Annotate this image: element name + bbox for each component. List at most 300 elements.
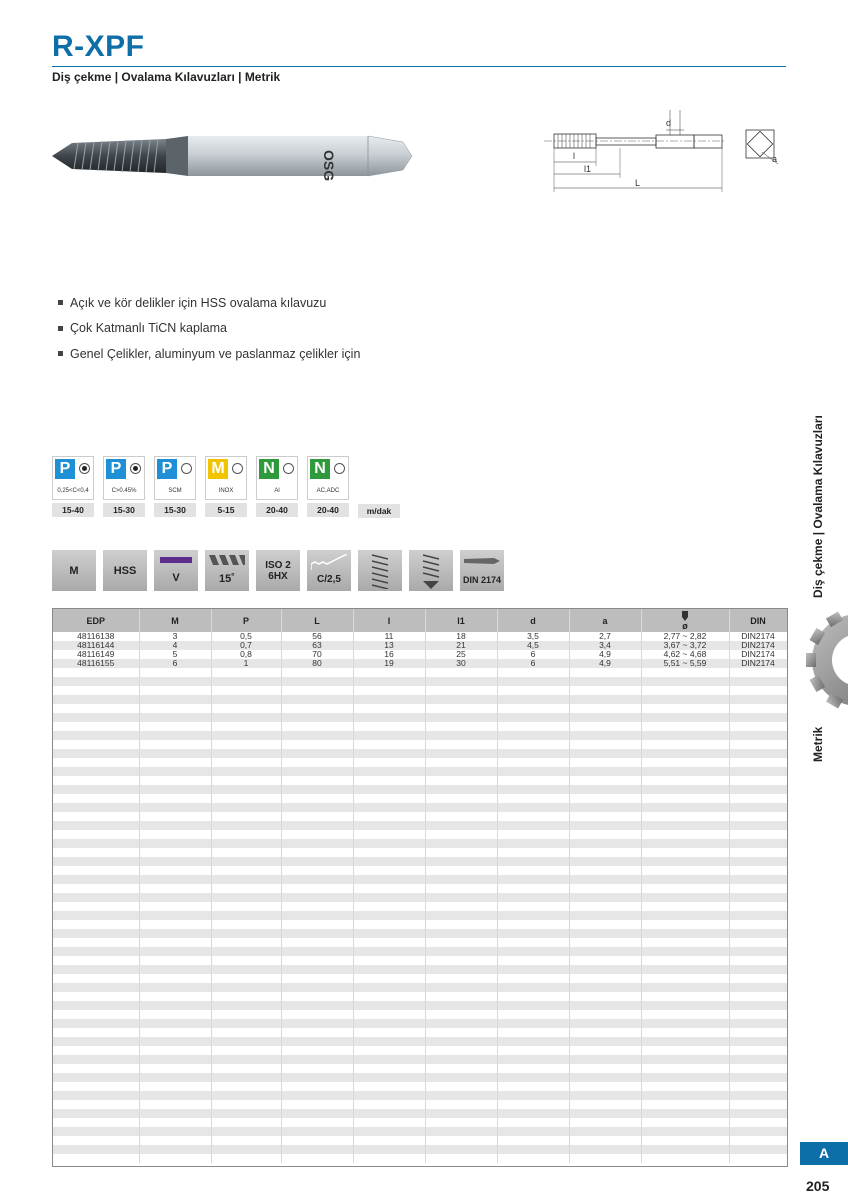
page-subtitle: Diş çekme | Ovalama Kılavuzları | Metrik	[52, 70, 281, 84]
table-cell	[353, 929, 425, 938]
table-cell	[53, 911, 139, 920]
table-cell	[139, 911, 211, 920]
table-cell	[497, 785, 569, 794]
table-cell	[53, 1154, 139, 1163]
table-cell	[353, 911, 425, 920]
table-cell	[281, 911, 353, 920]
col-header-L: L	[281, 609, 353, 632]
table-cell	[729, 740, 787, 749]
table-cell	[53, 677, 139, 686]
table-cell	[353, 1055, 425, 1064]
table-cell	[641, 695, 729, 704]
table-cell	[211, 848, 281, 857]
table-cell: 19	[353, 659, 425, 668]
table-cell	[497, 1001, 569, 1010]
table-row	[53, 884, 787, 893]
table-cell	[281, 920, 353, 929]
table-cell	[569, 974, 641, 983]
table-cell: 63	[281, 641, 353, 650]
table-cell	[569, 695, 641, 704]
table-cell	[53, 1127, 139, 1136]
table-cell	[425, 884, 497, 893]
table-cell	[425, 920, 497, 929]
table-cell	[53, 902, 139, 911]
material-box	[307, 456, 349, 500]
table-cell	[53, 1028, 139, 1037]
table-cell	[569, 1091, 641, 1100]
table-cell	[497, 965, 569, 974]
table-cell	[281, 803, 353, 812]
table-cell	[211, 1010, 281, 1019]
table-cell	[641, 794, 729, 803]
table-cell	[729, 1145, 787, 1154]
table-cell	[497, 830, 569, 839]
table-cell	[641, 704, 729, 713]
table-cell	[497, 902, 569, 911]
table-cell	[281, 821, 353, 830]
table-cell	[211, 956, 281, 965]
table-cell	[641, 1010, 729, 1019]
table-cell	[497, 1127, 569, 1136]
table-row	[53, 1082, 787, 1091]
table-cell	[211, 911, 281, 920]
table-cell	[497, 704, 569, 713]
table-row	[53, 812, 787, 821]
table-cell	[569, 875, 641, 884]
table-cell	[641, 839, 729, 848]
table-cell	[569, 956, 641, 965]
table-cell	[211, 722, 281, 731]
table-cell	[497, 956, 569, 965]
table-cell	[281, 884, 353, 893]
table-cell	[425, 776, 497, 785]
table-cell	[729, 992, 787, 1001]
table-cell	[569, 1118, 641, 1127]
table-cell	[211, 695, 281, 704]
table-cell	[569, 722, 641, 731]
table-cell	[425, 785, 497, 794]
material-sublabel: 0,25<C<0,4	[57, 488, 89, 494]
table-cell	[211, 1109, 281, 1118]
table-cell	[139, 821, 211, 830]
col-header-a: a	[569, 609, 641, 632]
table-cell	[729, 974, 787, 983]
table-row	[53, 974, 787, 983]
table-cell	[353, 893, 425, 902]
table-cell	[729, 848, 787, 857]
table-cell	[139, 758, 211, 767]
table-row	[53, 1019, 787, 1028]
col-header-diameter: ø	[641, 609, 729, 632]
col-header-din: DIN	[729, 609, 787, 632]
table-row	[53, 992, 787, 1001]
table-cell	[353, 1118, 425, 1127]
table-cell	[497, 1055, 569, 1064]
table-cell	[53, 1100, 139, 1109]
table-cell	[641, 956, 729, 965]
table-cell	[497, 1100, 569, 1109]
table-cell	[497, 1037, 569, 1046]
table-row	[53, 1001, 787, 1010]
table-cell	[569, 803, 641, 812]
material-card	[307, 456, 349, 517]
table-cell	[281, 1154, 353, 1163]
table-cell	[425, 974, 497, 983]
table-cell	[497, 1046, 569, 1055]
table-cell	[425, 830, 497, 839]
table-row	[53, 830, 787, 839]
table-cell	[353, 956, 425, 965]
table-cell	[353, 992, 425, 1001]
material-box	[103, 456, 145, 500]
table-cell	[729, 839, 787, 848]
table-cell	[353, 866, 425, 875]
table-cell	[211, 857, 281, 866]
table-cell	[497, 677, 569, 686]
material-card	[205, 456, 247, 517]
table-cell	[641, 848, 729, 857]
table-cell	[425, 965, 497, 974]
table-cell	[641, 1127, 729, 1136]
table-cell	[729, 1010, 787, 1019]
table-cell	[281, 722, 353, 731]
table-cell	[425, 758, 497, 767]
table-cell	[569, 785, 641, 794]
table-row	[53, 731, 787, 740]
table-cell	[281, 1109, 353, 1118]
table-cell	[497, 812, 569, 821]
table-cell	[497, 758, 569, 767]
table-cell	[569, 740, 641, 749]
feature-item: Çok Katmanlı TiCN kaplama	[56, 316, 360, 342]
table-cell	[425, 1145, 497, 1154]
table-cell	[497, 938, 569, 947]
table-cell	[53, 668, 139, 677]
table-cell	[139, 677, 211, 686]
tool-material-spec: HSS	[103, 550, 147, 591]
table-cell	[729, 767, 787, 776]
table-cell	[139, 767, 211, 776]
feature-item: Genel Çelikler, aluminyum ve paslanmaz çelikler için	[56, 341, 360, 367]
table-row	[53, 695, 787, 704]
table-cell	[353, 803, 425, 812]
table-cell	[53, 848, 139, 857]
tolerance-spec: ISO 2 6HX	[256, 550, 300, 591]
table-cell	[497, 821, 569, 830]
table-cell	[569, 1037, 641, 1046]
table-cell	[211, 893, 281, 902]
table-cell	[641, 740, 729, 749]
table-cell	[353, 767, 425, 776]
table-cell	[211, 974, 281, 983]
table-cell	[425, 875, 497, 884]
table-cell	[497, 776, 569, 785]
table-cell	[729, 812, 787, 821]
table-cell	[281, 965, 353, 974]
table-cell	[211, 1091, 281, 1100]
table-cell	[281, 1145, 353, 1154]
table-cell	[729, 1019, 787, 1028]
table-row	[53, 1100, 787, 1109]
angle-spec: 15˚	[205, 550, 249, 591]
table-cell	[425, 902, 497, 911]
sidebar-subcategory: Metrik	[811, 726, 825, 762]
table-cell	[729, 875, 787, 884]
table-cell	[425, 686, 497, 695]
table-cell	[53, 713, 139, 722]
table-cell	[497, 686, 569, 695]
table-cell	[569, 866, 641, 875]
table-cell	[53, 1145, 139, 1154]
table-cell	[729, 1118, 787, 1127]
table-cell	[353, 839, 425, 848]
table-cell	[211, 1145, 281, 1154]
table-cell	[641, 875, 729, 884]
table-cell	[425, 1073, 497, 1082]
table-cell	[641, 983, 729, 992]
table-cell	[729, 1109, 787, 1118]
table-cell	[569, 1100, 641, 1109]
table-cell	[281, 866, 353, 875]
table-cell	[641, 1145, 729, 1154]
table-cell	[425, 983, 497, 992]
table-cell	[641, 884, 729, 893]
table-cell	[53, 758, 139, 767]
table-cell	[53, 740, 139, 749]
page-title: R-XPF	[52, 30, 145, 63]
table-row	[53, 1154, 787, 1163]
table-cell	[641, 749, 729, 758]
table-cell: 48116144	[53, 641, 139, 650]
table-row	[53, 902, 787, 911]
table-cell	[641, 668, 729, 677]
table-cell: 48116138	[53, 632, 139, 641]
table-cell: 3,5	[497, 632, 569, 641]
table-cell	[281, 740, 353, 749]
table-cell	[425, 866, 497, 875]
table-cell	[641, 1055, 729, 1064]
table-cell	[53, 929, 139, 938]
table-cell: 21	[425, 641, 497, 650]
table-cell	[497, 857, 569, 866]
table-cell	[641, 731, 729, 740]
table-cell	[497, 668, 569, 677]
table-cell	[211, 1082, 281, 1091]
table-row	[53, 875, 787, 884]
table-cell	[211, 1028, 281, 1037]
table-row	[53, 1064, 787, 1073]
table-cell	[641, 1046, 729, 1055]
table-cell	[53, 803, 139, 812]
table-cell	[53, 686, 139, 695]
table-cell	[497, 974, 569, 983]
table-cell	[139, 1154, 211, 1163]
table-cell	[211, 713, 281, 722]
table-cell	[729, 704, 787, 713]
table-cell	[497, 740, 569, 749]
table-cell	[353, 812, 425, 821]
table-cell	[353, 947, 425, 956]
table-cell	[139, 803, 211, 812]
table-cell	[139, 920, 211, 929]
table-cell	[353, 1136, 425, 1145]
table-cell	[139, 866, 211, 875]
table-cell	[425, 956, 497, 965]
table-cell	[729, 1073, 787, 1082]
table-cell	[425, 857, 497, 866]
table-cell	[53, 821, 139, 830]
table-cell	[281, 1010, 353, 1019]
table-cell	[139, 830, 211, 839]
table-cell	[281, 830, 353, 839]
table-cell	[281, 848, 353, 857]
table-header-row	[53, 609, 787, 632]
table-cell	[139, 1028, 211, 1037]
table-row	[53, 848, 787, 857]
table-cell	[425, 1028, 497, 1037]
table-row	[53, 1127, 787, 1136]
material-sublabel: INOX	[218, 488, 234, 494]
table-cell: 11	[353, 632, 425, 641]
bullet-icon	[58, 326, 63, 331]
table-cell	[569, 992, 641, 1001]
material-box	[52, 456, 94, 500]
dim-label-a: a	[772, 154, 778, 164]
table-cell	[211, 938, 281, 947]
table-cell	[281, 875, 353, 884]
table-cell: 0,5	[211, 632, 281, 641]
table-cell: 3,4	[569, 641, 641, 650]
table-cell	[569, 1010, 641, 1019]
table-cell	[139, 1055, 211, 1064]
thread-type-spec: M	[52, 550, 96, 591]
table-row	[53, 938, 787, 947]
table-cell	[353, 938, 425, 947]
table-cell	[211, 929, 281, 938]
table-cell	[53, 857, 139, 866]
table-row	[53, 722, 787, 731]
table-cell	[729, 1028, 787, 1037]
table-cell	[281, 812, 353, 821]
table-cell	[425, 722, 497, 731]
bullet-icon	[58, 351, 63, 356]
table-cell	[281, 1001, 353, 1010]
table-cell	[211, 1127, 281, 1136]
feature-item: Açık ve kör delikler için HSS ovalama kılavuzu	[56, 290, 360, 316]
table-cell	[425, 749, 497, 758]
suitability-icon	[334, 463, 345, 474]
table-cell	[211, 830, 281, 839]
table-cell	[497, 803, 569, 812]
table-cell	[569, 767, 641, 776]
table-cell	[641, 947, 729, 956]
table-row	[53, 866, 787, 875]
suitability-icon	[79, 463, 90, 474]
table-cell	[211, 731, 281, 740]
table-cell	[425, 695, 497, 704]
table-cell	[211, 758, 281, 767]
table-cell: 25	[425, 650, 497, 659]
table-cell	[425, 1091, 497, 1100]
section-tab: A	[800, 1142, 848, 1165]
table-cell	[641, 857, 729, 866]
material-box	[154, 456, 196, 500]
table-cell	[139, 902, 211, 911]
table-cell	[425, 938, 497, 947]
table-cell	[281, 929, 353, 938]
table-cell	[139, 1091, 211, 1100]
material-card	[154, 456, 196, 517]
table-cell: 5	[139, 650, 211, 659]
table-cell	[353, 884, 425, 893]
table-cell	[569, 938, 641, 947]
table-cell	[497, 929, 569, 938]
table-cell	[641, 1154, 729, 1163]
table-cell	[641, 938, 729, 947]
table-cell: 30	[425, 659, 497, 668]
table-cell	[569, 947, 641, 956]
table-cell: 3,67 ~ 3,72	[641, 641, 729, 650]
dim-label-l: l	[573, 151, 575, 161]
table-cell	[139, 956, 211, 965]
table-cell	[211, 1118, 281, 1127]
cutting-speed: 20-40	[307, 503, 349, 517]
table-cell	[497, 947, 569, 956]
table-cell	[281, 893, 353, 902]
table-row	[53, 911, 787, 920]
table-cell	[211, 686, 281, 695]
table-row	[53, 965, 787, 974]
table-cell	[211, 677, 281, 686]
sidebar-category: Diş çekme | Ovalama Kılavuzları	[811, 415, 825, 598]
cutting-speed: 15-40	[52, 503, 94, 517]
table-cell	[211, 902, 281, 911]
table-cell	[353, 848, 425, 857]
table-cell	[497, 983, 569, 992]
table-cell: 70	[281, 650, 353, 659]
table-cell	[139, 848, 211, 857]
col-header-l1: l1	[425, 609, 497, 632]
table-cell	[139, 1001, 211, 1010]
table-cell	[729, 929, 787, 938]
table-row	[53, 1037, 787, 1046]
table-cell	[497, 893, 569, 902]
table-cell	[497, 1154, 569, 1163]
table-cell	[53, 1109, 139, 1118]
table-cell	[641, 992, 729, 1001]
suitability-icon	[130, 463, 141, 474]
through-hole-icon	[358, 550, 402, 591]
material-sublabel: C>0.45%	[111, 488, 137, 494]
table-cell	[641, 1073, 729, 1082]
table-cell	[641, 758, 729, 767]
table-cell	[569, 668, 641, 677]
table-cell	[425, 1019, 497, 1028]
table-cell	[497, 992, 569, 1001]
material-box	[205, 456, 247, 500]
table-cell	[353, 1001, 425, 1010]
table-cell	[497, 713, 569, 722]
col-header-edp: EDP	[53, 609, 139, 632]
table-cell	[139, 794, 211, 803]
table-cell	[425, 767, 497, 776]
table-cell	[281, 1028, 353, 1037]
table-cell	[139, 992, 211, 1001]
table-cell	[281, 785, 353, 794]
table-cell	[139, 974, 211, 983]
table-cell	[353, 1028, 425, 1037]
table-cell	[641, 1064, 729, 1073]
